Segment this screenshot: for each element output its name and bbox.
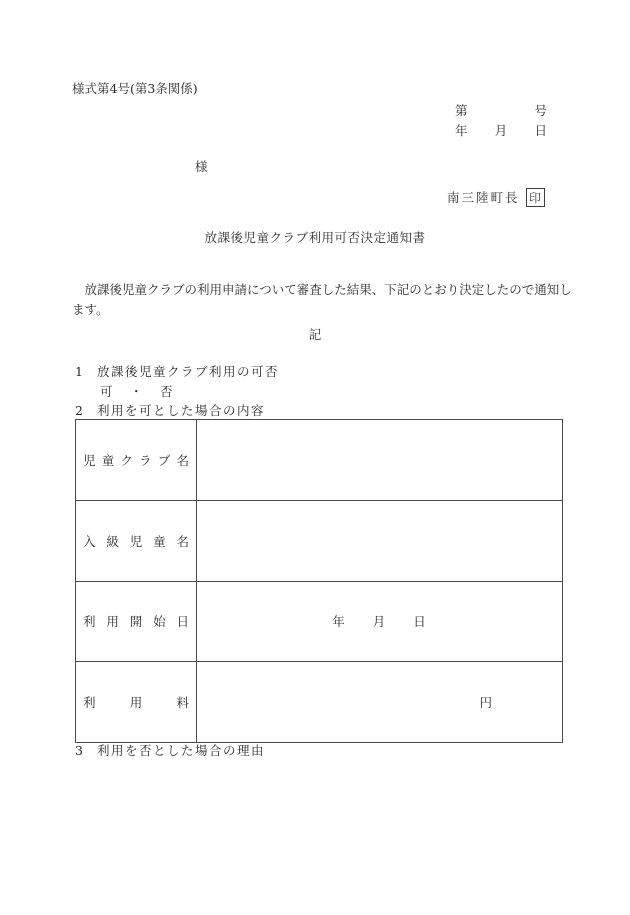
section-3-number: 3 [75, 743, 83, 758]
approval-options: 可 ・ 否 [100, 384, 176, 399]
issuer-line [447, 188, 545, 207]
section-1-number: 1 [75, 364, 83, 379]
row-label: 児童クラブ名 [83, 452, 189, 468]
row-label: 利用開始日 [83, 614, 189, 630]
row-value-start-date: 年 月 日 [197, 581, 563, 662]
table-row-child-name [76, 500, 563, 581]
row-label-cell [76, 662, 197, 743]
row-label-cell [76, 500, 197, 581]
body-paragraph: 放課後児童クラブの利用申請について審査した結果、下記のとおり決定したので通知します。 [72, 281, 572, 317]
section-2-number: 2 [75, 403, 83, 418]
section-3-title: 利用を否とした場合の理由 [97, 743, 266, 758]
row-label-cell [76, 581, 197, 662]
date-line [455, 124, 547, 138]
issuer-name: 南三陸町長 [447, 189, 520, 205]
date-day-label: 日 [534, 123, 547, 138]
approved-details-table [75, 419, 563, 743]
addressee-suffix: 様 [195, 159, 208, 174]
row-label: 利用料 [83, 695, 189, 711]
seal-stamp-icon: 印 [526, 188, 545, 207]
doc-number-prefix: 第 [455, 103, 468, 118]
row-label-cell [76, 420, 197, 501]
row-value-club-name [197, 420, 563, 501]
date-year-label: 年 [455, 123, 468, 138]
section-2-title: 利用を可とした場合の内容 [97, 403, 266, 418]
table-row-club-name [76, 420, 563, 501]
date-month-label: 月 [494, 123, 508, 138]
doc-number-suffix: 号 [534, 103, 547, 118]
row-label: 入級児童名 [83, 533, 189, 549]
table-row-fee [76, 662, 563, 743]
row-value-fee: 円 [197, 662, 563, 743]
section-3-heading [75, 744, 265, 758]
section-1-heading [75, 365, 279, 379]
row-value-child-name [197, 500, 563, 581]
section-2-heading [75, 404, 265, 418]
document-title: 放課後児童クラブ利用可否決定通知書 [204, 230, 426, 245]
section-1-title: 放課後児童クラブ利用の可否 [97, 364, 280, 379]
table-row-start-date [76, 581, 563, 662]
doc-number-line [455, 104, 547, 118]
ki-marker: 記 [308, 327, 322, 342]
form-number-label: 様式第4号(第3条関係) [72, 81, 198, 96]
